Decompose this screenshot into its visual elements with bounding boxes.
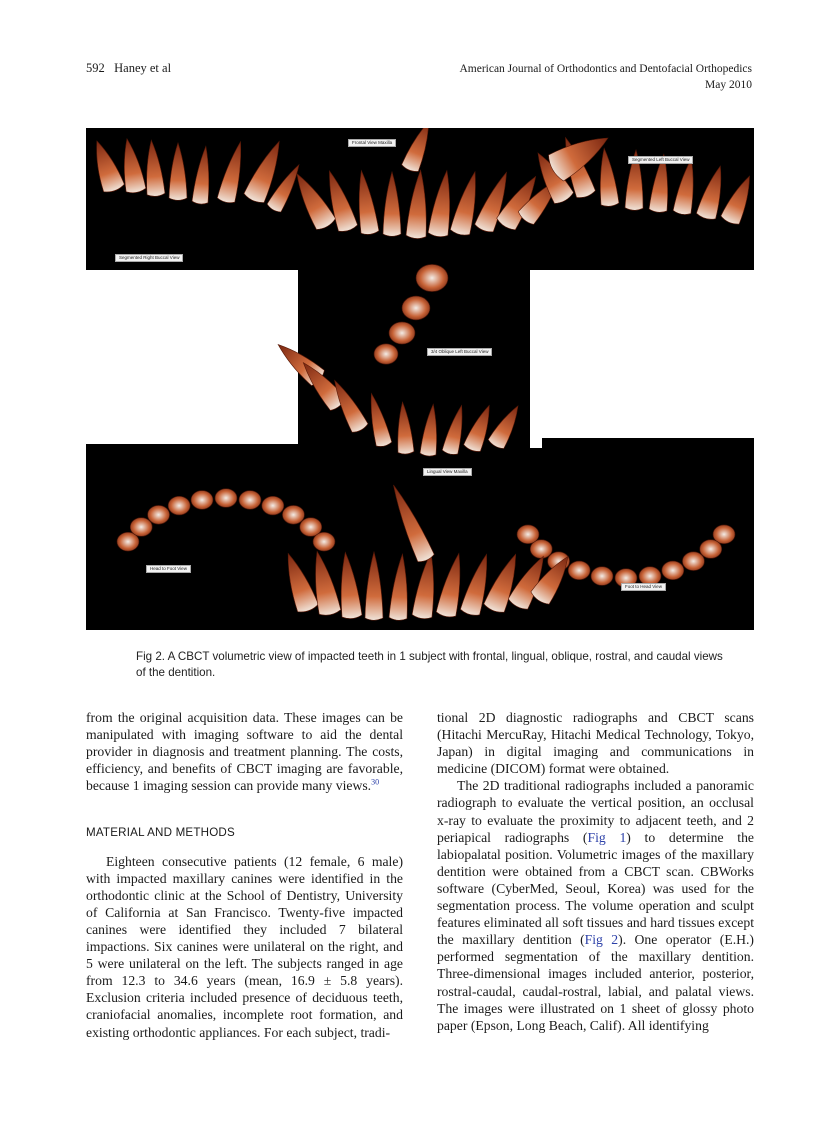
tooth-shape <box>217 140 250 205</box>
tooth-crown <box>168 496 190 515</box>
teeth-segmented-left-buccal <box>528 128 754 226</box>
tooth-shape <box>385 481 435 563</box>
teeth-frontal-view <box>287 128 565 239</box>
dentition-render <box>86 128 754 630</box>
journal-name: American Journal of Orthodontics and Dentofacial Orthopedics <box>459 63 752 75</box>
tooth-shape <box>169 143 187 200</box>
label-segmented-left-buccal: Segmented Left Buccal View <box>628 156 693 164</box>
teeth-oblique-view <box>272 264 526 456</box>
running-header-left <box>86 61 171 76</box>
left-column <box>86 709 403 1041</box>
tooth-shape <box>720 172 754 226</box>
reference-link[interactable]: 30 <box>371 777 380 787</box>
tooth-crown <box>148 505 170 524</box>
paragraph: tional 2D diagnostic radiographs and CBCT scans (Hitachi MercuRay, Hitachi Medical Technology, Tokyo, Japan) in digital imaging and communications in medicine (DICOM) format were obtained. <box>437 710 754 777</box>
running-header-right <box>459 61 752 93</box>
tooth-shape <box>87 137 126 194</box>
tooth-crown <box>682 552 704 571</box>
section-heading: MATERIAL AND METHODS <box>86 826 235 840</box>
tooth-shape <box>412 551 441 620</box>
tooth-crown <box>262 496 284 515</box>
tooth-shape <box>406 169 431 239</box>
tooth-crown <box>239 491 261 510</box>
figure-2 <box>86 128 754 630</box>
label-lingual-view: Lingual View Maxilla <box>423 468 472 476</box>
tooth-shape <box>383 172 401 236</box>
issue-date: May 2010 <box>705 79 752 91</box>
paragraph-text: ). One operator (E.H.) performed segmentation of the maxillary dentition. Three-dimensional images included anterior, posterior, rostral-caudal, caudal-rostral, labial, and palatal views. The images were illustrated on 1 sheet of glossy photo paper (Epson, Long Beach, Calif). All identifying <box>437 932 754 1033</box>
tooth-shape <box>463 402 498 453</box>
paragraph: Eighteen consecutive patients (12 female, 6 male) with impacted maxillary canines were identified in the orthodontic clinic at the School of Dentistry, University of California at San Francisco. Twenty-five impacted canines were identified they included 7 bilateral impactions. Six canines were unilateral on the right, and 5 were unilateral on the left. The subjects ranged in age from 12.3 to 34.6 years (mean, 16.9 ± 5.8 years). Exclusion criteria included presence of deciduous teeth, craniofacial anomalies, incomplete root formation, and existing orthodontic appliances. For each subject, tradi- <box>86 853 403 1040</box>
tooth-shape <box>420 403 441 456</box>
tooth-shape <box>595 147 619 207</box>
tooth-shape <box>395 402 415 455</box>
tooth-shape <box>365 552 383 620</box>
tooth-crown <box>416 264 448 291</box>
tooth-crown <box>215 489 237 508</box>
label-frontal-view: Frontal View Maxilla <box>348 139 396 147</box>
paragraph-text: ) to determine the labiopalatal position. Volumetric images of the maxillary dentition were obtained from a CBCT scan. CBWorks software (CyberMed, Seoul, Korea) was used for the segmentation process. The volume operation and sculpt features eliminated all soft tissues and hard tissues except the maxillary dentition ( <box>437 829 754 948</box>
tooth-shape <box>192 145 214 204</box>
tooth-shape <box>278 550 319 615</box>
tooth-crown <box>130 518 152 537</box>
label-segmented-right-buccal: Segmented Right Buccal View <box>115 254 183 262</box>
figure-link[interactable]: Fig 1 <box>587 829 627 845</box>
tooth-shape <box>389 554 412 621</box>
paragraph-text: from the original acquisition data. These images can be manipulated with imaging software to aid the dental provider in diagnosis and treatment planning. The costs, efficiency, and benefits of CBCT imaging are favorable, because 1 imaging session can provide many views. <box>86 710 403 794</box>
tooth-crown <box>662 561 684 580</box>
tooth-crown <box>389 322 415 344</box>
tooth-crown <box>282 505 304 524</box>
figure-link[interactable]: Fig 2 <box>584 932 619 948</box>
tooth-crown <box>591 567 613 586</box>
tooth-shape <box>487 401 526 450</box>
tooth-crown <box>568 561 590 580</box>
tooth-crown <box>402 296 430 320</box>
tooth-crown <box>517 525 539 544</box>
tooth-crown <box>374 344 398 364</box>
tooth-shape <box>442 403 470 455</box>
label-foot-to-head: Foot to Head View <box>621 583 666 591</box>
teeth-segmented-right-buccal <box>87 137 306 214</box>
paragraph <box>437 777 754 1033</box>
tooth-crown <box>700 540 722 559</box>
tooth-crown <box>313 532 335 551</box>
tooth-shape <box>401 128 437 173</box>
paragraph <box>86 709 403 794</box>
tooth-shape <box>673 157 700 216</box>
label-head-to-foot: Head to Foot View <box>146 565 191 573</box>
right-column <box>437 709 754 1034</box>
tooth-shape <box>364 392 393 448</box>
teeth-head-to-foot-arch <box>117 489 335 551</box>
tooth-crown <box>191 491 213 510</box>
figure-caption: Fig 2. A CBCT volumetric view of impacted teeth in 1 subject with frontal, lingual, oblique, rostral, and caudal views of the dentition. <box>136 650 723 679</box>
running-authors: Haney et al <box>114 61 172 75</box>
page-number: 592 <box>86 61 105 75</box>
label-oblique-view: 3/4 Oblique Left Buccal View <box>427 348 492 356</box>
paragraph-text: The 2D traditional radiographs included a panoramic radiograph to evaluate the vertical position, an occlusal x-ray to evaluate the proximity to adjacent teeth, and 2 periapical radiographs ( <box>437 778 754 845</box>
